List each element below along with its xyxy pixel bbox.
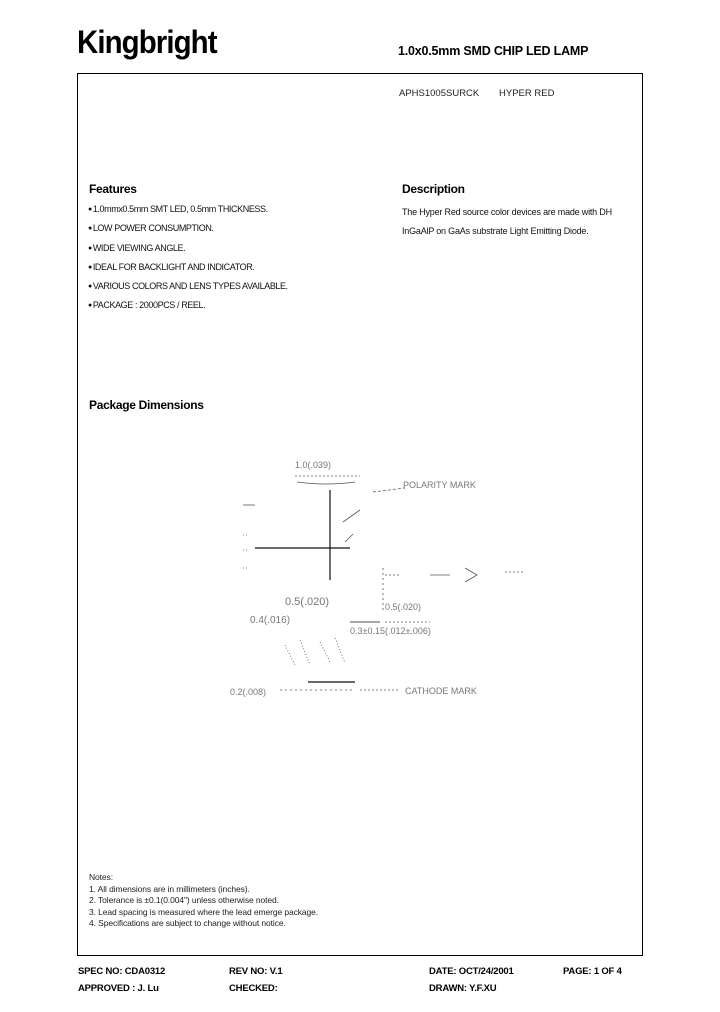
feature-item: ●LOW POWER CONSUMPTION. <box>88 223 214 234</box>
diagonal-mark <box>345 534 353 542</box>
bullet-icon: ● <box>88 244 92 252</box>
leader-line <box>373 488 405 492</box>
footer-page: PAGE: 1 OF 4 <box>563 966 622 977</box>
dimension-label-lead: 0.2(.008) <box>230 687 267 697</box>
notes-title: Notes: <box>89 872 113 882</box>
feature-item: ●VARIOUS COLORS AND LENS TYPES AVAILABLE. <box>88 281 288 292</box>
dimension-label-cathode: CATHODE MARK <box>405 686 477 696</box>
brand-logo: Kingbright <box>77 24 217 60</box>
feature-item: ●WIDE VIEWING ANGLE. <box>88 242 186 253</box>
package-dimensions-drawing <box>225 450 530 710</box>
dimension-label-bottom-width: 0.4(.016) <box>250 615 291 626</box>
bullet-icon: ● <box>88 283 92 291</box>
footer-rev-no: REV NO: V.1 <box>229 966 283 977</box>
feature-item: ●IDEAL FOR BACKLIGHT AND INDICATOR. <box>88 261 255 272</box>
bullet-icon: ● <box>88 206 92 213</box>
footer-drawn: DRAWN: Y.F.XU <box>429 983 497 994</box>
dimension-label-polarity: POLARITY MARK <box>403 480 476 490</box>
dimension-label-pad: 0.3±0.15(.012±.006) <box>350 626 431 636</box>
notes-section <box>89 872 318 930</box>
part-number: APHS1005SURCK <box>399 88 480 99</box>
diagonal-mark <box>343 510 360 522</box>
footer-checked: CHECKED: <box>229 983 278 994</box>
description-heading: Description <box>402 182 465 196</box>
feature-item: ●1.0mmx0.5mm SMT LED, 0.5mm THICKNESS. <box>88 204 268 214</box>
part-color: HYPER RED <box>499 88 555 99</box>
description-line: The Hyper Red source color devices are made with DH <box>402 207 612 217</box>
description-text <box>402 203 612 241</box>
features-list <box>88 203 288 319</box>
note-item: 3. Lead spacing is measured where the lead emerge package. <box>89 906 319 917</box>
arrow-head <box>465 568 477 582</box>
dimension-arc <box>297 482 355 484</box>
bottom-view-hatch <box>285 638 345 665</box>
note-item: 2. Tolerance is ±0.1(0.004") unless otherwise noted. <box>89 895 279 905</box>
feature-item: ●PACKAGE : 2000PCS / REEL. <box>88 300 206 311</box>
note-item: 1. All dimensions are in millimeters (inches). <box>89 883 250 894</box>
document-title: 1.0x0.5mm SMD CHIP LED LAMP <box>398 44 589 58</box>
dimension-label-top: 1.0(.039) <box>295 460 332 470</box>
dimension-label-side: 0.5(.020) <box>285 596 330 608</box>
bullet-icon: ● <box>88 302 92 310</box>
note-item: 4. Specifications are subject to change without notice. <box>89 918 286 928</box>
footer-date: DATE: OCT/24/2001 <box>429 966 514 977</box>
bullet-icon: ● <box>88 263 92 271</box>
bullet-icon: ● <box>88 225 92 233</box>
description-line: InGaAlP on GaAs substrate Light Emitting Diode. <box>402 226 589 236</box>
footer-spec-no: SPEC NO: CDA0312 <box>78 966 166 977</box>
features-heading: Features <box>89 182 137 196</box>
dimension-label-thickness: 0.5(.020) <box>385 602 422 612</box>
footer-approved: APPROVED : J. Lu <box>78 983 159 994</box>
package-dimensions-heading: Package Dimensions <box>89 398 204 412</box>
